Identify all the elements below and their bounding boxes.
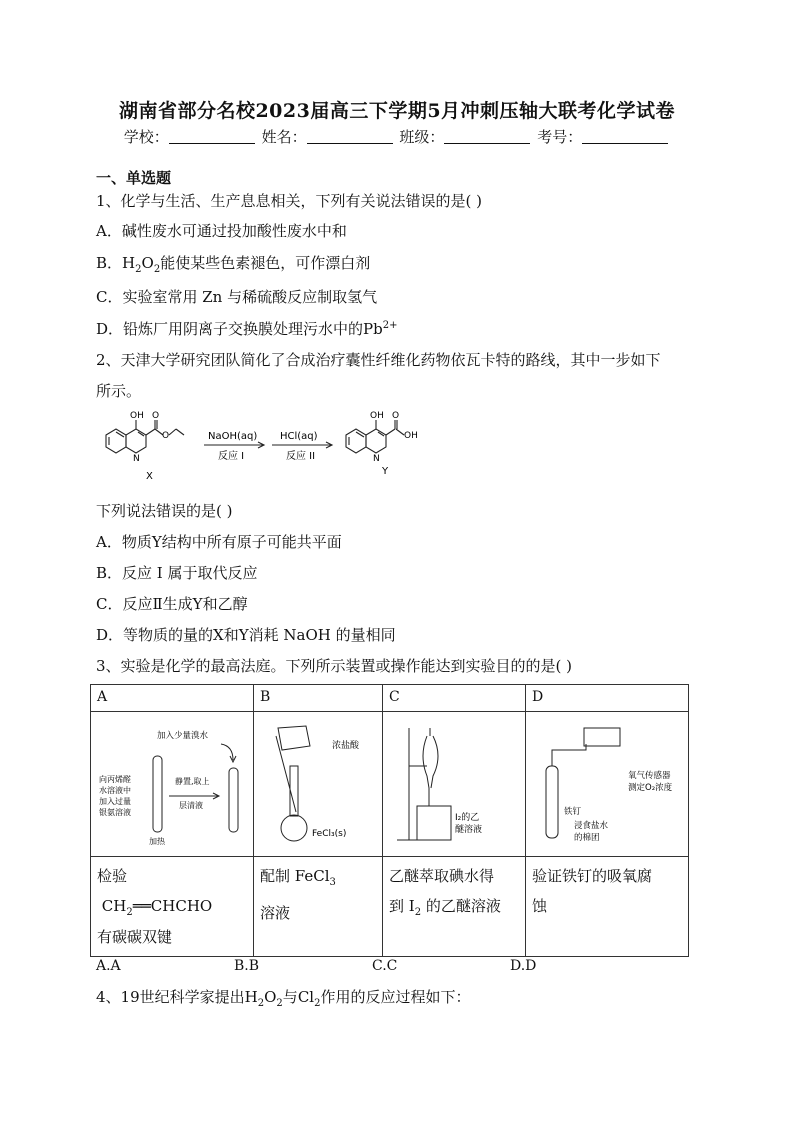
reaction-scheme [96, 408, 446, 482]
q1-b-prefix: B． [96, 254, 123, 272]
apparatus-a [97, 716, 247, 848]
option-c-sub: 2 [414, 907, 422, 918]
q2-option-b: B．反应 I 属于取代反应 [96, 564, 258, 582]
q4-o: O [264, 988, 277, 1006]
d-cotton-label-1: 浸食盐水 [574, 821, 609, 831]
c-label-1: I₂的乙 [455, 813, 480, 823]
y-acid-oh: OH [404, 431, 418, 441]
q4-sub1: 2 [257, 998, 265, 1009]
q2-option-d: D．等物质的量的X和Y消耗 NaOH 的量相同 [96, 626, 396, 644]
a-mid-label-2: 层清液 [179, 801, 203, 810]
q1-option-d [96, 318, 397, 339]
col-header-d: D [526, 685, 689, 712]
exam-number-label: 考号： [537, 128, 583, 146]
q2-option-c: C．反应Ⅱ生成Y和乙醇 [96, 595, 248, 613]
q1-option-b [96, 252, 370, 275]
q1-d-ion: Pb [363, 320, 383, 338]
a-top-label: 加入少量溴水 [157, 731, 209, 741]
choice-a[interactable]: A.A [96, 958, 121, 974]
q4-sub2: 2 [276, 998, 283, 1009]
exam-number-blank[interactable] [582, 129, 668, 144]
apparatus-d-cell [526, 712, 689, 857]
a-mid-label-1: 静置,取上 [175, 777, 210, 786]
label-y: Y [382, 466, 389, 477]
q1-b-sub1: 2 [135, 264, 142, 275]
x-ester-o: O [162, 431, 170, 441]
a-left-label-3: 加入过量 [99, 797, 131, 806]
choice-d[interactable]: D.D [510, 958, 537, 974]
option-d-description [526, 857, 689, 957]
y-n-label: N [373, 454, 380, 464]
name-blank[interactable] [307, 129, 393, 144]
a-left-label-4: 银氨溶液 [99, 808, 131, 817]
option-a-text-3: 有碳碳双键 [97, 928, 173, 946]
y-carbonyl-o: O [392, 411, 400, 421]
a-bottom-label: 加热 [149, 837, 165, 846]
option-c-text-rest: 的乙醚溶液 [421, 897, 501, 915]
apparatus-c [389, 716, 519, 848]
b-solid-label: FeCl₃(s) [312, 829, 347, 839]
q3-stem: 3、实验是化学的最高法庭。下列所示装置或操作能达到实验目的的是( ) [96, 657, 573, 675]
q1-stem: 1、化学与生活、生产息息相关，下列有关说法错误的是( ) [96, 192, 483, 210]
q4-sub3: 2 [314, 998, 321, 1009]
x-carbonyl-o: O [152, 411, 160, 421]
q1-b-text: 能使某些色素褪色，可作漂白剂 [160, 254, 371, 272]
q1-option-a: A．碱性废水可通过投加酸性废水中和 [96, 222, 347, 240]
q1-d-text: D．铅炼厂用阴离子交换膜处理污水中的 [96, 320, 364, 338]
label-x: X [146, 471, 153, 482]
q4-text-post: 作用的反应过程如下： [320, 988, 471, 1006]
option-c-formula: 到 I [389, 897, 415, 915]
apparatus-c-cell [383, 712, 526, 857]
apparatus-d [532, 716, 682, 848]
q4-text-pre: 4、19世纪科学家提出 [96, 988, 245, 1006]
school-label: 学校： [123, 128, 169, 146]
school-blank[interactable] [169, 129, 255, 144]
class-blank[interactable] [444, 129, 530, 144]
choice-c[interactable]: C.C [372, 958, 398, 974]
x-n-label: N [133, 454, 140, 464]
condition-2: 反应 II [286, 451, 316, 462]
c-label-2: 醚溶液 [455, 825, 483, 835]
col-header-b: B [254, 685, 383, 712]
option-a-sub: 2 [126, 907, 133, 918]
col-header-c: C [383, 685, 526, 712]
a-left-label-2: 水溶液中 [99, 786, 131, 795]
option-b-description [254, 857, 383, 957]
apparatus-b [260, 716, 376, 848]
q1-option-c: C．实验室常用 Zn 与稀硫酸反应制取氢气 [96, 288, 378, 306]
q1-d-charge: 2+ [382, 320, 398, 331]
d-cotton-label-2: 的棉团 [574, 833, 600, 843]
q2-question: 下列说法错误的是( ) [96, 502, 233, 520]
option-b-formula: 配制 FeCl [260, 867, 330, 885]
student-info-line [0, 126, 794, 147]
x-oh-label: OH [130, 411, 144, 421]
a-left-label-1: 向丙烯醛 [99, 775, 131, 784]
q4-mid: 与 [282, 988, 298, 1006]
q4-h: H [244, 988, 258, 1006]
page-title: 湖南省部分名校2023届高三下学期5月冲刺压轴大联考化学试卷 [118, 100, 676, 122]
q1-b-o: O [141, 254, 154, 272]
option-a-formula-rest: ══CHCHO [132, 897, 213, 915]
section-heading: 一、单选题 [96, 169, 172, 187]
option-a-description [91, 857, 254, 957]
class-label: 班级： [399, 128, 445, 146]
reagent-1: NaOH(aq) [208, 431, 258, 442]
option-d-text-2: 蚀 [532, 897, 548, 915]
option-b-text-1 [260, 861, 376, 898]
name-label: 姓名： [261, 128, 307, 146]
option-b-sub: 3 [329, 877, 336, 888]
q1-b-formula: H [122, 254, 136, 272]
q2-stem-line2: 所示。 [96, 382, 142, 400]
option-b-text-2: 溶液 [260, 904, 291, 922]
option-a-text-1: 检验 [97, 867, 128, 885]
option-c-description [383, 857, 526, 957]
d-sensor-label-1: 氧气传感器 [628, 771, 671, 781]
y-oh-label: OH [370, 411, 384, 421]
reagent-2: HCl(aq) [280, 431, 318, 442]
d-nail-label: 铁钉 [564, 807, 582, 817]
q2-stem-line1: 2、天津大学研究团队简化了合成治疗囊性纤维化药物依瓦卡特的路线，其中一步如下 [96, 351, 661, 369]
q2-option-a: A．物质Y结构中所有原子可能共平面 [96, 533, 342, 551]
col-header-a: A [91, 685, 254, 712]
q1-b-sub2: 2 [153, 264, 161, 275]
option-a-formula: CH [101, 897, 127, 915]
q4-cl: Cl [297, 988, 315, 1006]
apparatus-a-cell [91, 712, 254, 857]
d-sensor-label-2: 测定O₂浓度 [628, 783, 673, 793]
option-d-text-1: 验证铁钉的吸氧腐 [532, 867, 653, 885]
q4-stem [96, 986, 470, 1009]
option-c-text-2 [389, 891, 519, 928]
condition-1: 反应 I [218, 451, 245, 462]
option-c-text-1: 乙醚萃取碘水得 [389, 867, 495, 885]
b-acid-label: 浓盐酸 [332, 741, 360, 751]
q3-options-table [90, 684, 689, 957]
apparatus-b-cell [254, 712, 383, 857]
choice-b[interactable]: B.B [234, 958, 260, 974]
